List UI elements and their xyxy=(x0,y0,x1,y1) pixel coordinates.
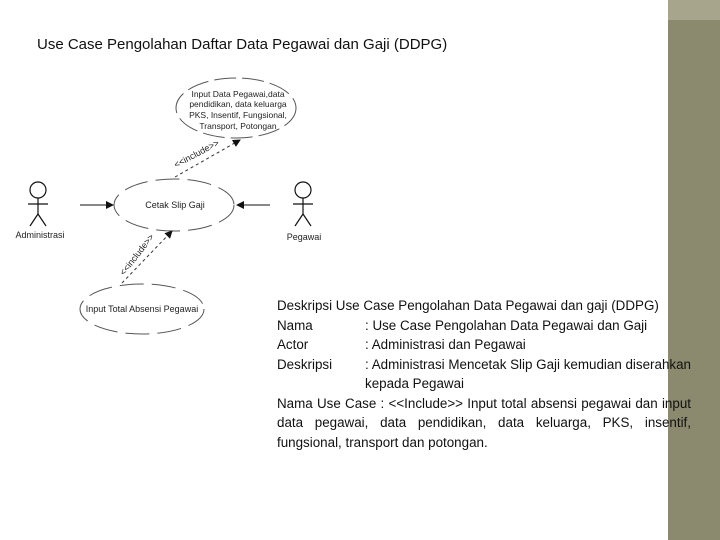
nama-value: : Use Case Pengolahan Data Pegawai dan Gaji xyxy=(365,317,648,333)
nama-label: Nama xyxy=(277,317,313,333)
deskripsi-label: Deskripsi xyxy=(277,356,333,372)
description-row-deskripsi xyxy=(277,355,691,394)
actor-value: : Administrasi dan Pegawai xyxy=(365,337,526,352)
actor-head-icon xyxy=(295,182,311,198)
nama-use-case-text: Nama Use Case : <<Include>> Input total absensi pegawai dan input data pegawai, data pendidikan, data keluarga, PKS, insentif, fungsional, transport dan potongan. xyxy=(277,395,691,450)
use-case-input-data-line: pendidikan, data keluarga xyxy=(189,99,287,109)
use-case-input-data-line: Transport, Potongan xyxy=(199,121,277,131)
actor-label: Actor xyxy=(277,337,309,352)
use-case-cetak-slip-label: Cetak Slip Gaji xyxy=(145,200,205,210)
actor-head-icon xyxy=(30,182,46,198)
actor-pegawai xyxy=(287,182,322,242)
description-heading: Deskripsi Use Case Pengolahan Data Pegawai dan gaji (DDPG) xyxy=(277,298,659,313)
include-label-bottom: <<include>> xyxy=(117,232,157,278)
description-row-nama xyxy=(277,316,691,336)
use-case-input-data-line: PKS, Insentif, Fungsional, xyxy=(189,110,287,120)
description-block xyxy=(277,296,691,452)
use-case-absensi-label: Input Total Absensi Pegawai xyxy=(85,304,199,314)
actor-administrasi-label: Administrasi xyxy=(15,230,65,240)
actor-administrasi xyxy=(15,182,64,240)
actor-pegawai-label: Pegawai xyxy=(286,232,322,242)
use-case-input-data-pegawai xyxy=(176,78,296,138)
use-case-input-data-line: Input Data Pegawai,data xyxy=(191,89,285,99)
use-case-input-absensi xyxy=(80,284,204,334)
use-case-cetak-slip-gaji xyxy=(114,179,234,231)
deskripsi-value: : Administrasi Mencetak Slip Gaji kemudian diserahkan kepada Pegawai xyxy=(365,356,691,391)
slide-title: Use Case Pengolahan Daftar Data Pegawai dan Gaji (DDPG) xyxy=(37,36,448,53)
description-row-actor xyxy=(277,335,691,355)
include-label-top: <<include>> xyxy=(172,137,221,170)
sidebar-top-band xyxy=(668,0,720,20)
sidebar-decoration xyxy=(668,0,720,540)
